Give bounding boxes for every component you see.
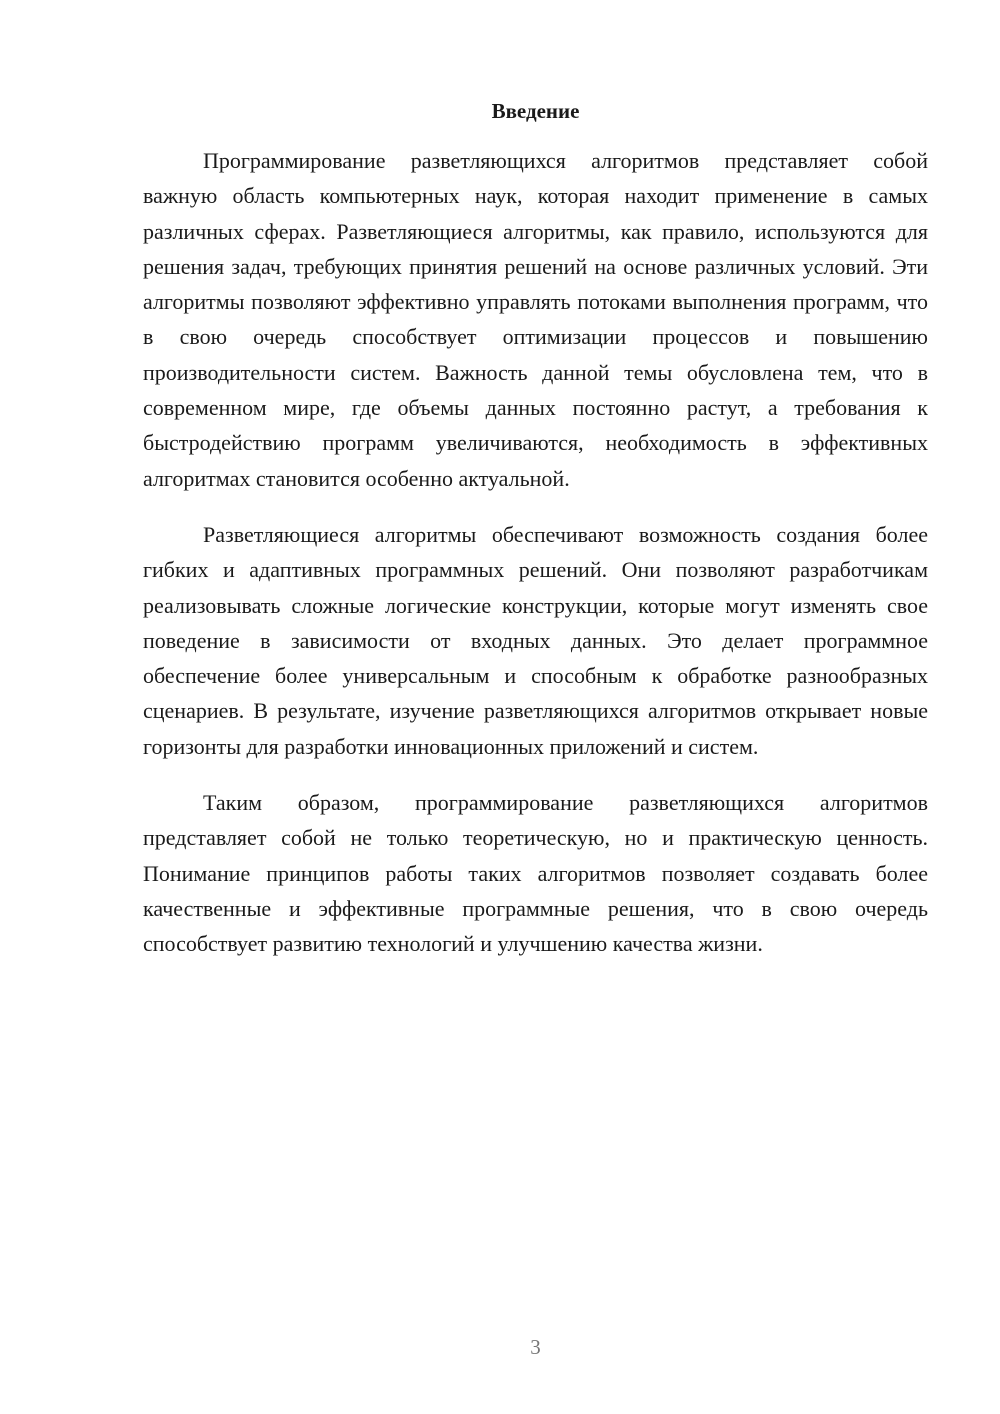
paragraph-2: Разветляющиеся алгоритмы обеспечивают возможность создания более гибких и адаптивных программных решений. Они позволяют разработчикам реализовывать сложные логические конструкции, которые могут изменять свое поведение в зависимости от входных данных. Это делает программное обеспечение более универсальным и способным к обработке разнообразных сценариев. В результате, изучение разветляющихся алгоритмов открывает новые горизонты для разработки инновационных приложений и систем. (143, 521, 928, 759)
section-title: Введение (491, 99, 580, 123)
page-number: 3 (530, 1335, 541, 1359)
body-text (143, 143, 928, 962)
paragraph-1: Программирование разветляющихся алгоритмов представляет собой важную область компьютерных наук, которая находит применение в самых различных сферах. Разветляющиеся алгоритмы, как правило, используются для решения задач, требующих принятия решений на основе различных условий. Эти алгоритмы позволяют эффективно управлять потоками выполнения программ, что в свою очередь способствует оптимизации процессов и повышению производительности систем. Важность данной темы обусловлена тем, что в современном мире, где объемы данных постоянно растут, а требования к быстродействию программ увеличиваются, необходимость в эффективных алгоритмах становится особенно актуальной. (143, 148, 928, 491)
paragraph-3: Таким образом, программирование разветляющихся алгоритмов представляет собой не только теоретическую, но и практическую ценность. Понимание принципов работы таких алгоритмов позволяет создавать более качественные и эффективные программные решения, что в свою очередь способствует развитию технологий и улучшению качества жизни. (143, 790, 928, 957)
